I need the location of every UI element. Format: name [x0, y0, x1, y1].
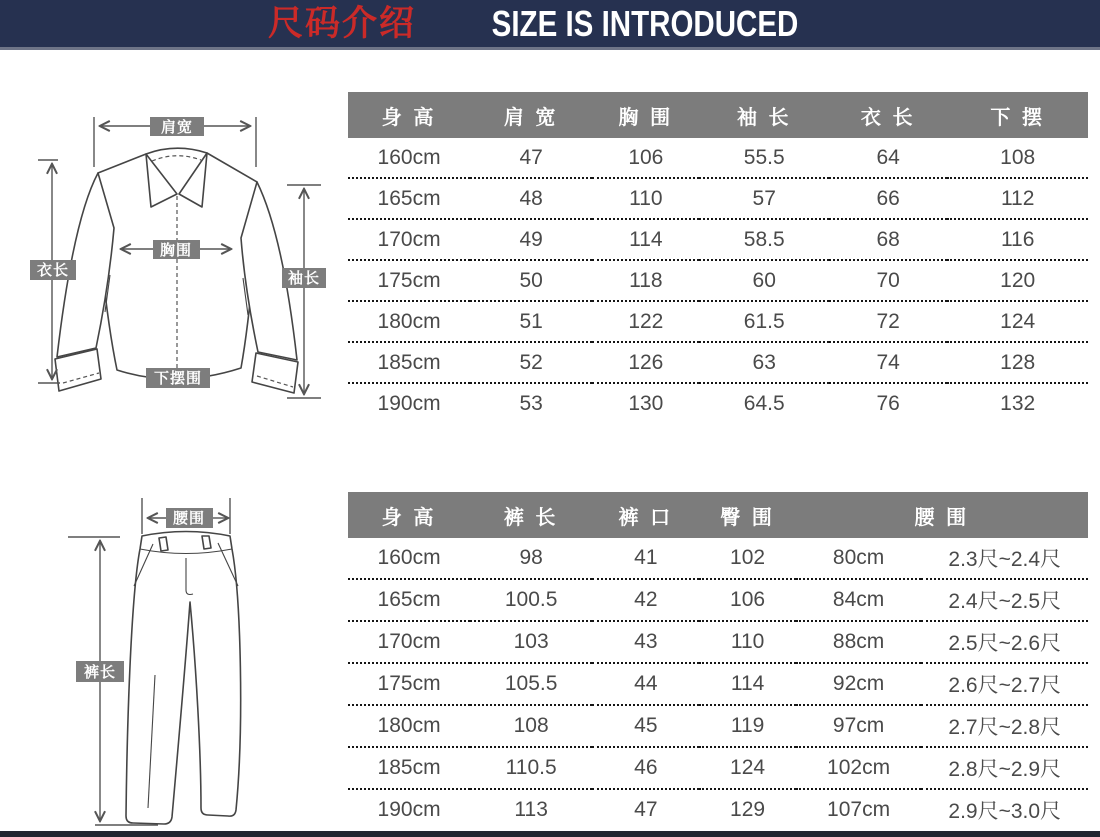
table-cell: 108: [1000, 145, 1036, 169]
table-cell: 112: [1000, 186, 1035, 210]
column-header: 衣 长: [829, 92, 947, 138]
table-row: [348, 342, 1088, 383]
table-row: [348, 705, 1088, 747]
table-cell: 124: [1000, 309, 1036, 333]
table-cell: 107cm: [827, 798, 891, 821]
table-cell: 106: [628, 145, 664, 169]
column-header: 臀 围: [699, 492, 795, 538]
table-cell: 160cm: [377, 145, 441, 169]
table-cell: 170cm: [377, 227, 441, 251]
pants-length-label: 裤长: [83, 664, 117, 681]
table-cell: 88cm: [832, 630, 885, 653]
table-cell: 116: [1000, 227, 1035, 251]
table-cell: 57: [752, 186, 776, 210]
table-cell: 126: [628, 350, 664, 374]
pants-body: [126, 532, 241, 825]
table-cell: 108: [513, 714, 549, 737]
table-cell: 103: [513, 630, 549, 653]
table-row: [348, 301, 1088, 342]
table-cell: 66: [876, 186, 900, 210]
length-label: 衣长: [36, 262, 70, 279]
table-cell: 84cm: [832, 588, 885, 611]
table-cell: 92cm: [832, 672, 885, 695]
table-cell: 180cm: [377, 714, 441, 737]
table-cell: 120: [1000, 268, 1036, 292]
table-cell: 110: [629, 186, 663, 210]
table-row: [348, 579, 1088, 621]
table-cell: 53: [519, 391, 543, 415]
table-cell: 98: [519, 546, 543, 569]
table-cell: 119: [730, 714, 765, 737]
table-cell: 110.5: [505, 756, 557, 779]
table-row: [348, 178, 1088, 219]
table-cell: 175cm: [377, 672, 441, 695]
table-cell: 170cm: [377, 630, 441, 653]
table-row: [348, 747, 1088, 789]
table-row: [348, 663, 1088, 705]
header-row: [348, 92, 1088, 138]
waist-label: 腰围: [172, 510, 206, 527]
table-cell: 102: [730, 546, 766, 569]
table-cell: 52: [519, 350, 543, 374]
table-cell: 165cm: [377, 186, 441, 210]
chest-label: 胸围: [159, 242, 193, 259]
table-cell: 190cm: [377, 798, 441, 821]
table-cell: 100.5: [504, 588, 558, 611]
bottom-divider-bar: [0, 831, 1100, 837]
pants-size-table: [348, 492, 1088, 830]
table-cell: 180cm: [377, 309, 441, 333]
table-cell: 2.8尺~2.9尺: [948, 758, 1062, 781]
table-cell: 58.5: [743, 227, 785, 251]
table-row: [348, 383, 1088, 423]
column-header: 腰 围: [796, 492, 1088, 538]
column-header: 裤 口: [592, 492, 699, 538]
table-cell: 113: [514, 798, 548, 821]
belt-loop-left: [159, 537, 168, 551]
table-cell: 124: [730, 756, 766, 779]
table-cell: 2.5尺~2.6尺: [948, 632, 1062, 655]
table-cell: 2.3尺~2.4尺: [948, 548, 1062, 571]
header-row: [348, 492, 1088, 538]
column-header: 下 摆: [947, 92, 1088, 138]
table-row: [348, 789, 1088, 830]
table-cell: 130: [628, 391, 664, 415]
table-cell: 63: [752, 350, 776, 374]
table-cell: 2.7尺~2.8尺: [948, 716, 1062, 739]
table-cell: 41: [634, 546, 658, 569]
table-cell: 118: [629, 268, 663, 292]
table-cell: 165cm: [377, 588, 441, 611]
table-cell: 47: [519, 145, 543, 169]
shirt-size-table: [348, 92, 1088, 423]
table-cell: 132: [1000, 391, 1036, 415]
table-cell: 68: [876, 227, 900, 251]
table-cell: 74: [876, 350, 900, 374]
table-cell: 122: [628, 309, 664, 333]
table-cell: 185cm: [377, 350, 441, 374]
belt-loop-right: [202, 536, 211, 549]
table-cell: 97cm: [832, 714, 885, 737]
banner: [0, 0, 1100, 50]
table-cell: 110: [730, 630, 765, 653]
banner-title-en: SIZE IS INTRODUCED: [491, 2, 799, 44]
table-cell: 46: [634, 756, 658, 779]
table-cell: 2.9尺~3.0尺: [948, 800, 1062, 823]
table-cell: 47: [634, 798, 658, 821]
table-cell: 175cm: [377, 268, 441, 292]
column-header: 身 高: [348, 492, 470, 538]
table-cell: 129: [730, 798, 766, 821]
table-cell: 106: [730, 588, 766, 611]
table-cell: 2.6尺~2.7尺: [948, 674, 1062, 697]
table-cell: 64.5: [743, 391, 785, 415]
pants-diagram: [60, 480, 340, 837]
table-cell: 44: [634, 672, 658, 695]
table-row: [348, 138, 1088, 178]
banner-title-zh: 尺码介绍: [267, 4, 416, 43]
sleeve-label: 袖长: [287, 270, 321, 287]
table-cell: 51: [519, 309, 543, 333]
column-header: 袖 长: [699, 92, 829, 138]
table-cell: 45: [634, 714, 658, 737]
column-header: 身 高: [348, 92, 470, 138]
table-row: [348, 538, 1088, 579]
table-row: [348, 219, 1088, 260]
column-header: 裤 长: [470, 492, 592, 538]
table-cell: 114: [730, 672, 765, 695]
table-cell: 49: [519, 227, 543, 251]
table-cell: 128: [1000, 350, 1036, 374]
table-cell: 160cm: [377, 546, 441, 569]
table-cell: 61.5: [743, 309, 785, 333]
table-cell: 72: [876, 309, 900, 333]
table-cell: 102cm: [827, 756, 891, 779]
table-cell: 60: [752, 268, 776, 292]
table-cell: 185cm: [377, 756, 441, 779]
hem-label: 下摆围: [153, 370, 203, 387]
table-cell: 105.5: [504, 672, 558, 695]
shirt-diagram: [10, 60, 340, 420]
table-cell: 42: [634, 588, 658, 611]
column-header: 肩 宽: [470, 92, 592, 138]
column-header: 胸 围: [592, 92, 699, 138]
table-row: [348, 260, 1088, 301]
table-cell: 70: [876, 268, 900, 292]
table-cell: 80cm: [832, 546, 885, 569]
table-cell: 64: [876, 145, 900, 169]
shoulder-label: 肩宽: [160, 119, 194, 136]
table-cell: 48: [519, 186, 543, 210]
table-cell: 114: [629, 227, 663, 251]
table-row: [348, 621, 1088, 663]
table-cell: 55.5: [743, 145, 785, 169]
table-cell: 190cm: [377, 391, 441, 415]
table-cell: 43: [634, 630, 658, 653]
table-cell: 50: [519, 268, 543, 292]
table-cell: 76: [876, 391, 900, 415]
table-cell: 2.4尺~2.5尺: [948, 590, 1062, 613]
